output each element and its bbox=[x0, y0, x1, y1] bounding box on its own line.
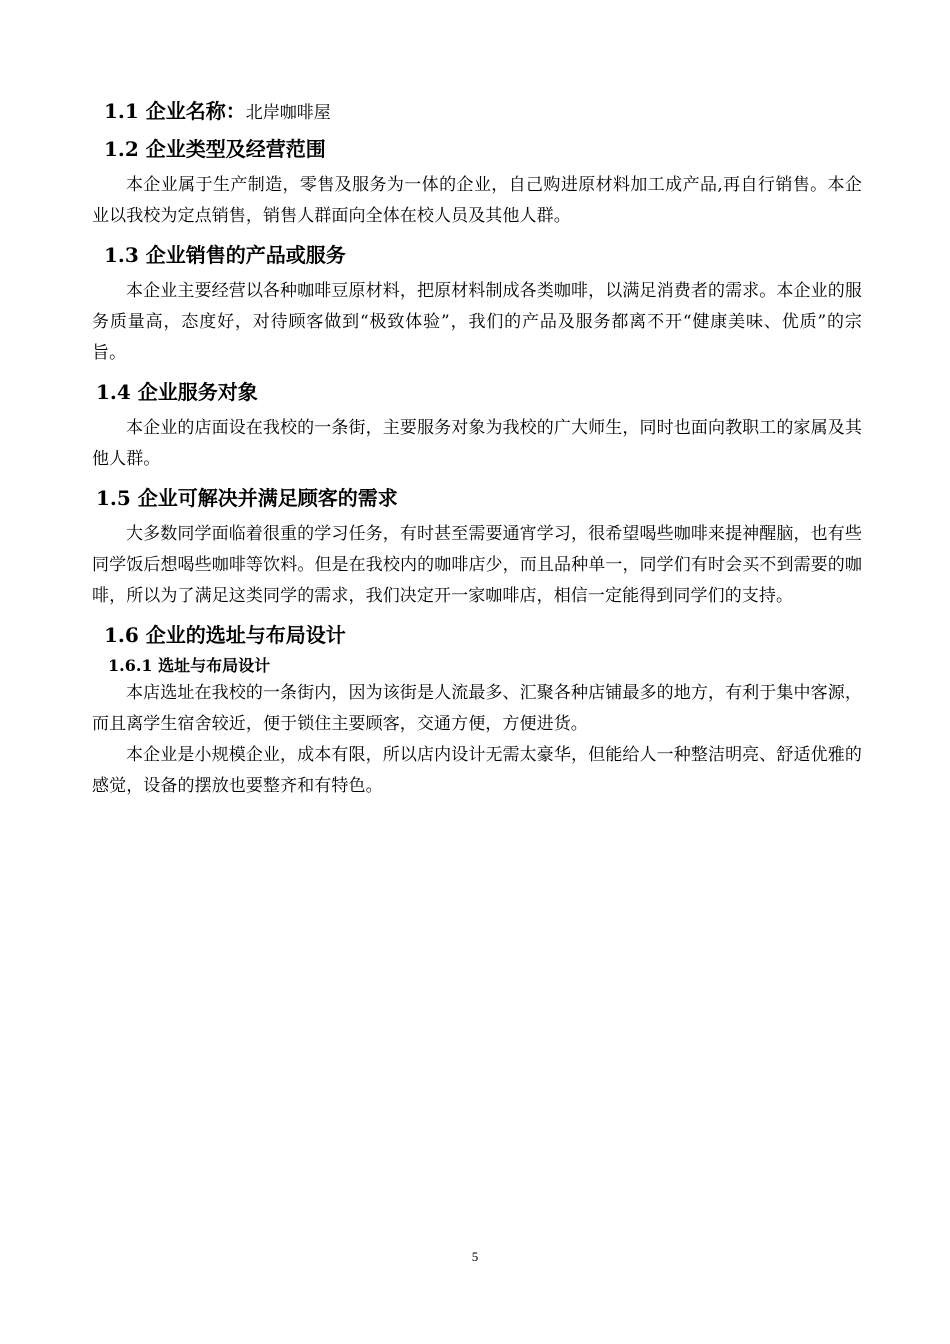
section-heading: 1.2 企业类型及经营范围 bbox=[104, 137, 326, 161]
paragraph: 本企业的店面设在我校的一条街，主要服务对象为我校的广大师生，同时也面向教职工的家属及其他人群。 bbox=[92, 418, 862, 469]
company-name: 北岸咖啡屋 bbox=[245, 103, 331, 123]
paragraph: 本店选址在我校的一条街内，因为该街是人流最多、汇聚各种店铺最多的地方，有利于集中客源，而且离学生宿舍较近，便于锁住主要顾客，交通方便，方便进货。 bbox=[92, 683, 862, 734]
section-heading: 1.6 企业的选址与布局设计 bbox=[104, 623, 346, 647]
paragraph: 本企业主要经营以各种咖啡豆原材料，把原材料制成各类咖啡，以满足消费者的需求。本企业的服务质量高，态度好，对待顾客做到“极致体验”，我们的产品及服务都离不开“健康美味、优质”的宗旨。 bbox=[92, 281, 862, 363]
section-1-2 bbox=[92, 136, 862, 232]
paragraph: 本企业属于生产制造，零售及服务为一体的企业，自己购进原材料加工成产品,再自行销售。本企业以我校为定点销售，销售人群面向全体在校人员及其他人群。 bbox=[92, 175, 862, 226]
section-1-3 bbox=[92, 242, 862, 369]
section-heading: 1.5 企业可解决并满足顾客的需求 bbox=[96, 486, 398, 510]
page-number: 5 bbox=[471, 1249, 479, 1264]
section-heading: 1.3 企业销售的产品或服务 bbox=[104, 243, 346, 267]
paragraph: 大多数同学面临着很重的学习任务，有时甚至需要通宵学习，很希望喝些咖啡来提神醒脑，也有些同学饭后想喝些咖啡等饮料。但是在我校内的咖啡店少，而且品种单一，同学们有时会买不到需要的咖啡，所以为了满足这类同学的需求，我们决定开一家咖啡店，相信一定能得到同学们的支持。 bbox=[92, 524, 862, 606]
section-1-1 bbox=[92, 98, 862, 126]
heading-text: 1.1 企业名称： bbox=[104, 99, 246, 123]
subsection-heading: 1.6.1 选址与布局设计 bbox=[108, 656, 271, 675]
paragraph: 本企业是小规模企业，成本有限，所以店内设计无需太豪华，但能给人一种整洁明亮、舒适优雅的感觉，设备的摆放也要整齐和有特色。 bbox=[92, 745, 862, 796]
section-1-6 bbox=[92, 622, 862, 802]
section-1-4 bbox=[92, 379, 862, 475]
section-heading bbox=[104, 98, 862, 126]
section-1-5 bbox=[92, 485, 862, 612]
document-body bbox=[92, 98, 862, 812]
section-heading: 1.4 企业服务对象 bbox=[96, 380, 258, 404]
